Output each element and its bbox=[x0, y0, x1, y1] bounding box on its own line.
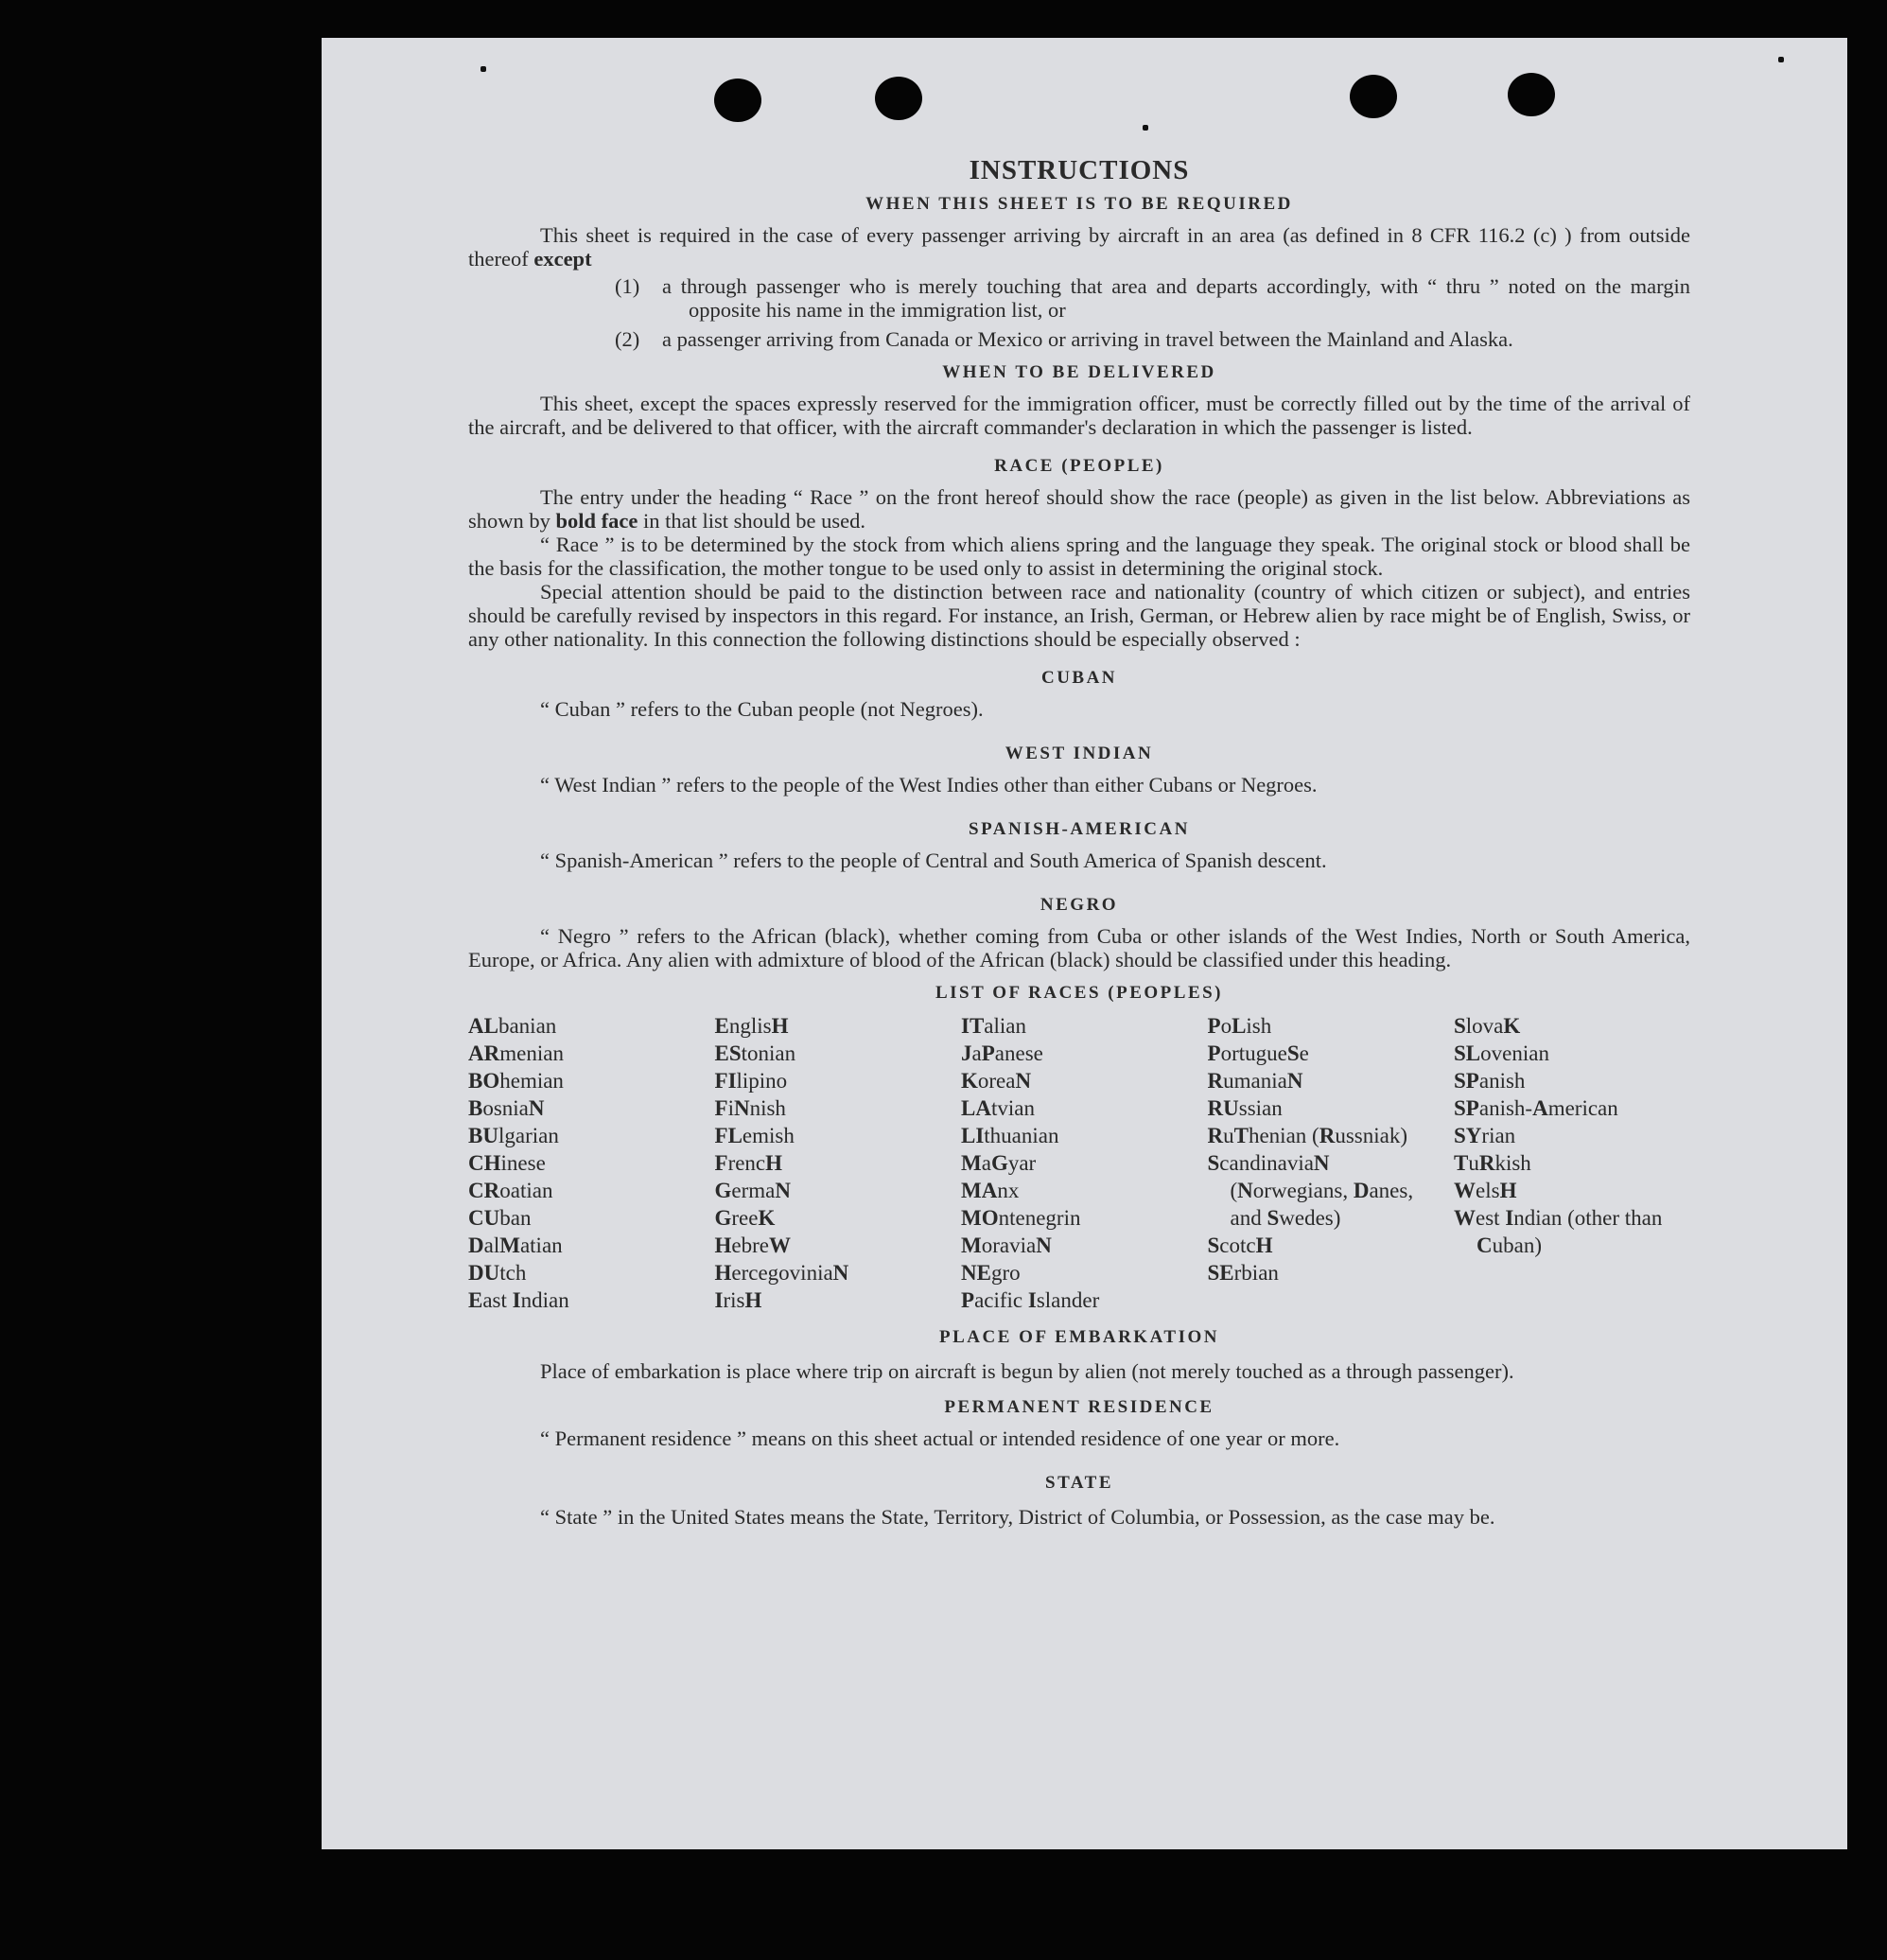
race-entry: RuThenian (Russniak) bbox=[1207, 1124, 1407, 1147]
state-text: “ State ” in the United States means the State, Territory, District of Columbia, or Possession, as the case may be. bbox=[540, 1505, 1495, 1529]
heading-west-indian: WEST INDIAN bbox=[1005, 744, 1154, 763]
item-number: (1) bbox=[615, 274, 640, 298]
speck bbox=[480, 66, 486, 72]
race-entry: CUban bbox=[468, 1206, 532, 1230]
race-entry: ScotcH bbox=[1207, 1234, 1273, 1257]
race-entry: SlovaK bbox=[1454, 1014, 1521, 1038]
heading-when-delivered: WHEN TO BE DELIVERED bbox=[942, 362, 1216, 382]
race-column bbox=[1454, 1012, 1690, 1314]
race-entry: West Indian (other than Cuban) bbox=[1454, 1206, 1663, 1257]
race-column bbox=[468, 1012, 705, 1314]
cuban-text: “ Cuban ” refers to the Cuban people (not Negroes). bbox=[540, 697, 984, 721]
race-entry: FLemish bbox=[714, 1124, 795, 1147]
west-indian-text: “ West Indian ” refers to the people of the West Indies other than either Cubans or Negroes. bbox=[540, 773, 1318, 796]
race-entry: RUssian bbox=[1207, 1096, 1283, 1120]
race-entry: TuRkish bbox=[1454, 1151, 1531, 1175]
heading-list-of-races: LIST OF RACES (PEOPLES) bbox=[935, 983, 1224, 1003]
race-entry: CHinese bbox=[468, 1151, 546, 1175]
race-paragraph-3: Special attention should be paid to the distinction between race and nationality (country of which citizen or subject), and entries should be carefully revised by inspectors in this regard. For instance, an Irish, German, or Hebrew alien by race might be of English, Swiss, or any other nationality. In this connection the following distinctions should be especially observed : bbox=[468, 580, 1690, 651]
race-entry: IrisH bbox=[714, 1288, 762, 1312]
heading-when-required: WHEN THIS SHEET IS TO BE REQUIRED bbox=[865, 194, 1293, 214]
race-entry: EStonian bbox=[714, 1041, 796, 1065]
negro-text: “ Negro ” refers to the African (black), whether coming from Cuba or other islands of the West Indies, North or South America, Europe, or Africa. Any alien with admixture of blood of the African (black) should be classified under this heading. bbox=[468, 924, 1690, 971]
race-entry: SPanish bbox=[1454, 1069, 1526, 1093]
race-entry: GermaN bbox=[714, 1179, 791, 1202]
item-text: a passenger arriving from Canada or Mexico or arriving in travel between the Mainland and Alaska. bbox=[662, 327, 1513, 351]
heading-permanent-residence: PERMANENT RESIDENCE bbox=[944, 1397, 1214, 1417]
page-title: INSTRUCTIONS bbox=[969, 155, 1190, 185]
speck bbox=[1778, 57, 1784, 62]
race-entry: PortugueSe bbox=[1207, 1041, 1309, 1065]
speck bbox=[1143, 125, 1148, 131]
race-entry: BUlgarian bbox=[468, 1124, 559, 1147]
race-entry: FIlipino bbox=[714, 1069, 788, 1093]
race-entry: ARmenian bbox=[468, 1041, 564, 1065]
item-number: (2) bbox=[615, 327, 640, 351]
race-entry: LIthuanian bbox=[961, 1124, 1059, 1147]
heading-race: RACE (PEOPLE) bbox=[994, 456, 1164, 476]
heading-cuban: CUBAN bbox=[1040, 668, 1118, 688]
race-entry: BosniaN bbox=[468, 1096, 545, 1120]
embarkation-text: Place of embarkation is place where trip on aircraft is begun by alien (not merely touched as a through passenger). bbox=[540, 1359, 1514, 1383]
punch-hole bbox=[1508, 73, 1555, 116]
when-delivered-text: This sheet, except the spaces expressly reserved for the immigration officer, must be correctly filled out by the time of the arrival of the aircraft, and be delivered to that officer, with the aircraft commander's declaration in which the passenger is listed. bbox=[468, 392, 1690, 439]
punch-hole bbox=[875, 77, 922, 120]
document-sheet bbox=[322, 38, 1847, 1849]
spanish-american-text: “ Spanish-American ” refers to the people of Central and South America of Spanish descent. bbox=[540, 849, 1327, 872]
item-text: a through passenger who is merely touching that area and departs accordingly, with “ thru ” noted on the margin opposite his name in the immigration list, or bbox=[662, 274, 1690, 322]
race-entry: DUtch bbox=[468, 1261, 527, 1285]
race-entry: JaPanese bbox=[961, 1041, 1043, 1065]
except-bold: except bbox=[533, 247, 592, 271]
race-column bbox=[715, 1012, 952, 1314]
race-entry: SPanish-American bbox=[1454, 1096, 1618, 1120]
race-column bbox=[1208, 1012, 1444, 1314]
exception-item bbox=[615, 327, 1690, 351]
race-entry: HebreW bbox=[714, 1234, 791, 1257]
race-entry: MaGyar bbox=[961, 1151, 1037, 1175]
race-entry: FrencH bbox=[714, 1151, 783, 1175]
residence-text: “ Permanent residence ” means on this sheet actual or intended residence of one year or more. bbox=[540, 1426, 1340, 1450]
race-entry: PoLish bbox=[1207, 1014, 1272, 1038]
race-entry: LAtvian bbox=[961, 1096, 1035, 1120]
race-paragraph-2: “ Race ” is to be determined by the stock from which aliens spring and the language they speak. The original stock or blood shall be the basis for the classification, the mother tongue to be used only to assist in determining the original stock. bbox=[468, 533, 1690, 580]
heading-embarkation: PLACE OF EMBARKATION bbox=[939, 1327, 1219, 1347]
race-entry: MOntenegrin bbox=[961, 1206, 1081, 1230]
race-entry: ALbanian bbox=[468, 1014, 557, 1038]
race-entry: ITalian bbox=[961, 1014, 1026, 1038]
race-entry: KoreaN bbox=[961, 1069, 1032, 1093]
race-entry: SErbian bbox=[1207, 1261, 1279, 1285]
race-entry: CRoatian bbox=[468, 1179, 553, 1202]
heading-negro: NEGRO bbox=[1040, 895, 1119, 915]
race-entry: BOhemian bbox=[468, 1069, 564, 1093]
exception-item bbox=[615, 274, 1690, 322]
bold-face-text: bold face bbox=[555, 509, 638, 533]
race-entry: HercegoviniaN bbox=[714, 1261, 849, 1285]
race-entry: WelsH bbox=[1454, 1179, 1517, 1202]
instructions-content bbox=[468, 155, 1690, 1531]
punch-hole bbox=[714, 79, 761, 122]
race-entry: East Indian bbox=[468, 1288, 569, 1312]
race-entry: GreeK bbox=[714, 1206, 776, 1230]
race-entry: DalMatian bbox=[468, 1234, 563, 1257]
heading-spanish-american: SPANISH-AMERICAN bbox=[969, 819, 1190, 839]
race-entry: NEgro bbox=[961, 1261, 1021, 1285]
race-entry: ScandinaviaN (Norwegians, Danes, and Swedes) bbox=[1207, 1151, 1414, 1230]
race-entry: MoraviaN bbox=[961, 1234, 1052, 1257]
when-required-intro: This sheet is required in the case of every passenger arriving by aircraft in an area (as defined in 8 CFR 116.2 (c) ) from outside thereof except bbox=[468, 223, 1690, 271]
race-column bbox=[961, 1012, 1197, 1314]
race-entry: SYrian bbox=[1454, 1124, 1516, 1147]
punch-hole bbox=[1350, 75, 1397, 118]
race-entry: Pacific Islander bbox=[961, 1288, 1100, 1312]
heading-state: STATE bbox=[1045, 1473, 1113, 1493]
race-list bbox=[468, 1012, 1690, 1314]
race-paragraph-1: The entry under the heading “ Race ” on the front hereof should show the race (people) as given in the list below. Abbreviations as shown by bold face in that list should be used. bbox=[468, 485, 1690, 533]
race-entry: SLovenian bbox=[1454, 1041, 1549, 1065]
race-entry: EnglisH bbox=[714, 1014, 789, 1038]
race-entry: RumaniaN bbox=[1207, 1069, 1303, 1093]
race-entry: FiNnish bbox=[714, 1096, 786, 1120]
race-entry: MAnx bbox=[961, 1179, 1020, 1202]
